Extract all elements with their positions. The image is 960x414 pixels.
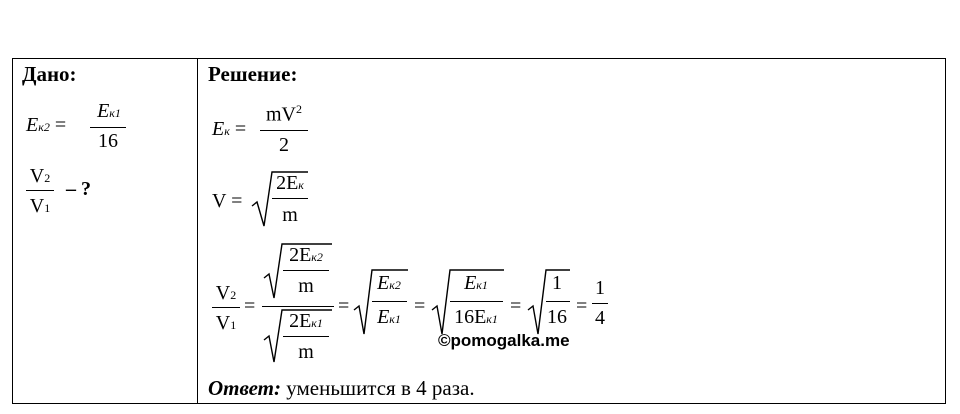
formula-3-f-num: 1 — [595, 277, 605, 299]
formula-3-lhs-den-sub: 1 — [230, 318, 237, 332]
given-ek2-sub: к2 — [38, 120, 50, 134]
given-ek1-frac-num — [88, 100, 130, 123]
formula-2-bar — [272, 198, 308, 199]
formula-3-b-den: m — [298, 341, 314, 363]
given-unknown: – ? — [66, 178, 91, 200]
formula-3-f-den: 4 — [595, 307, 605, 329]
formula-3-d-num-E: E — [464, 272, 477, 294]
formula-3-b-num — [280, 310, 332, 333]
formula-3-a-num-text: 2E — [289, 244, 312, 266]
given-ratio-num-sub: 2 — [44, 171, 51, 185]
formula-3-lhs-den — [210, 312, 242, 335]
formula-1-den: 2 — [279, 134, 289, 156]
answer-label: Ответ: — [208, 376, 281, 400]
given-ratio-den-sub: 1 — [44, 201, 51, 215]
formula-1-num-text: mV — [266, 103, 296, 126]
formula-3-e-den: 16 — [547, 306, 567, 328]
formula-3-c-num — [370, 272, 408, 295]
formula-3-c-den-sub: к1 — [389, 312, 401, 326]
formula-1-bar — [260, 130, 308, 131]
formula-3-c-den-E: E — [377, 306, 390, 328]
formula-3-d-den — [446, 306, 506, 329]
formula-3-d-num-sub: к1 — [476, 278, 488, 292]
formula-3-c-bar — [372, 301, 407, 302]
given-frac-bar — [90, 127, 126, 128]
given-ratio-den — [24, 195, 56, 218]
formula-3-a-num — [280, 244, 332, 267]
formula-1-lhs — [212, 118, 246, 141]
given-ratio-bar — [26, 190, 54, 191]
given-heading: Дано: — [22, 62, 77, 86]
given-ek1-sub: к1 — [109, 106, 121, 120]
formula-3-eq-4: = — [510, 295, 522, 317]
formula-3-d-den-text: 16E — [454, 306, 487, 328]
watermark: ©pomogalka.me — [438, 331, 570, 350]
formula-3-eq-5: = — [576, 295, 588, 317]
given-ratio-den-v: V — [29, 195, 45, 217]
formula-3-lhs-num-v: V — [215, 282, 231, 304]
formula-1-equals: = — [234, 118, 247, 140]
formula-3-a-bar — [283, 270, 329, 271]
formula-3-a-num-sub: к2 — [311, 250, 323, 264]
formula-3-eq-1: = — [244, 295, 256, 317]
formula-2-num-sub: к — [298, 178, 304, 192]
formula-3-b-num-text: 2E — [289, 310, 312, 332]
formula-3-lhs-bar — [212, 307, 240, 308]
given-ratio-num — [24, 165, 56, 188]
formula-3-a-den: m — [298, 275, 314, 297]
answer-text: уменьшится в 4 раза. — [281, 376, 475, 400]
formula-3-lhs-num-sub: 2 — [230, 288, 237, 302]
given-ek1-E: E — [97, 100, 110, 122]
formula-3-eq-2: = — [338, 295, 350, 317]
formula-2-num — [270, 172, 310, 195]
given-ek2 — [26, 114, 66, 137]
given-frac-den: 16 — [98, 130, 118, 152]
formula-2-num-text: 2E — [276, 172, 299, 194]
column-divider — [197, 58, 198, 404]
answer-line — [208, 376, 475, 401]
formula-3-c-den — [370, 306, 408, 329]
given-ek2-E: E — [26, 114, 39, 136]
formula-3-b-num-sub: к1 — [311, 316, 323, 330]
formula-3-c-num-E: E — [377, 272, 390, 294]
formula-3-e-bar — [546, 301, 570, 302]
formula-1-num — [258, 102, 310, 127]
given-equals: = — [54, 114, 67, 136]
table-frame — [12, 58, 946, 404]
formula-3-d-den-sub: к1 — [486, 312, 498, 326]
formula-3-b-bar — [283, 336, 329, 337]
formula-3-c-num-sub: к2 — [389, 278, 401, 292]
formula-3-lhs-num — [210, 282, 242, 305]
formula-1-sub: к — [224, 124, 230, 138]
formula-1-sup: 2 — [296, 102, 302, 116]
formula-3-d-num — [448, 272, 504, 295]
given-ratio-num-v: V — [29, 165, 45, 187]
solution-heading: Решение: — [208, 62, 298, 86]
formula-2-lhs: V = — [212, 190, 243, 212]
formula-2-den: m — [282, 204, 298, 226]
formula-3-eq-3: = — [414, 295, 426, 317]
formula-1-E: E — [212, 118, 225, 140]
formula-3-e-num: 1 — [552, 272, 562, 294]
formula-3-lhs-den-v: V — [215, 312, 231, 334]
formula-3-f-bar — [592, 303, 608, 304]
formula-3-d-bar — [450, 301, 503, 302]
